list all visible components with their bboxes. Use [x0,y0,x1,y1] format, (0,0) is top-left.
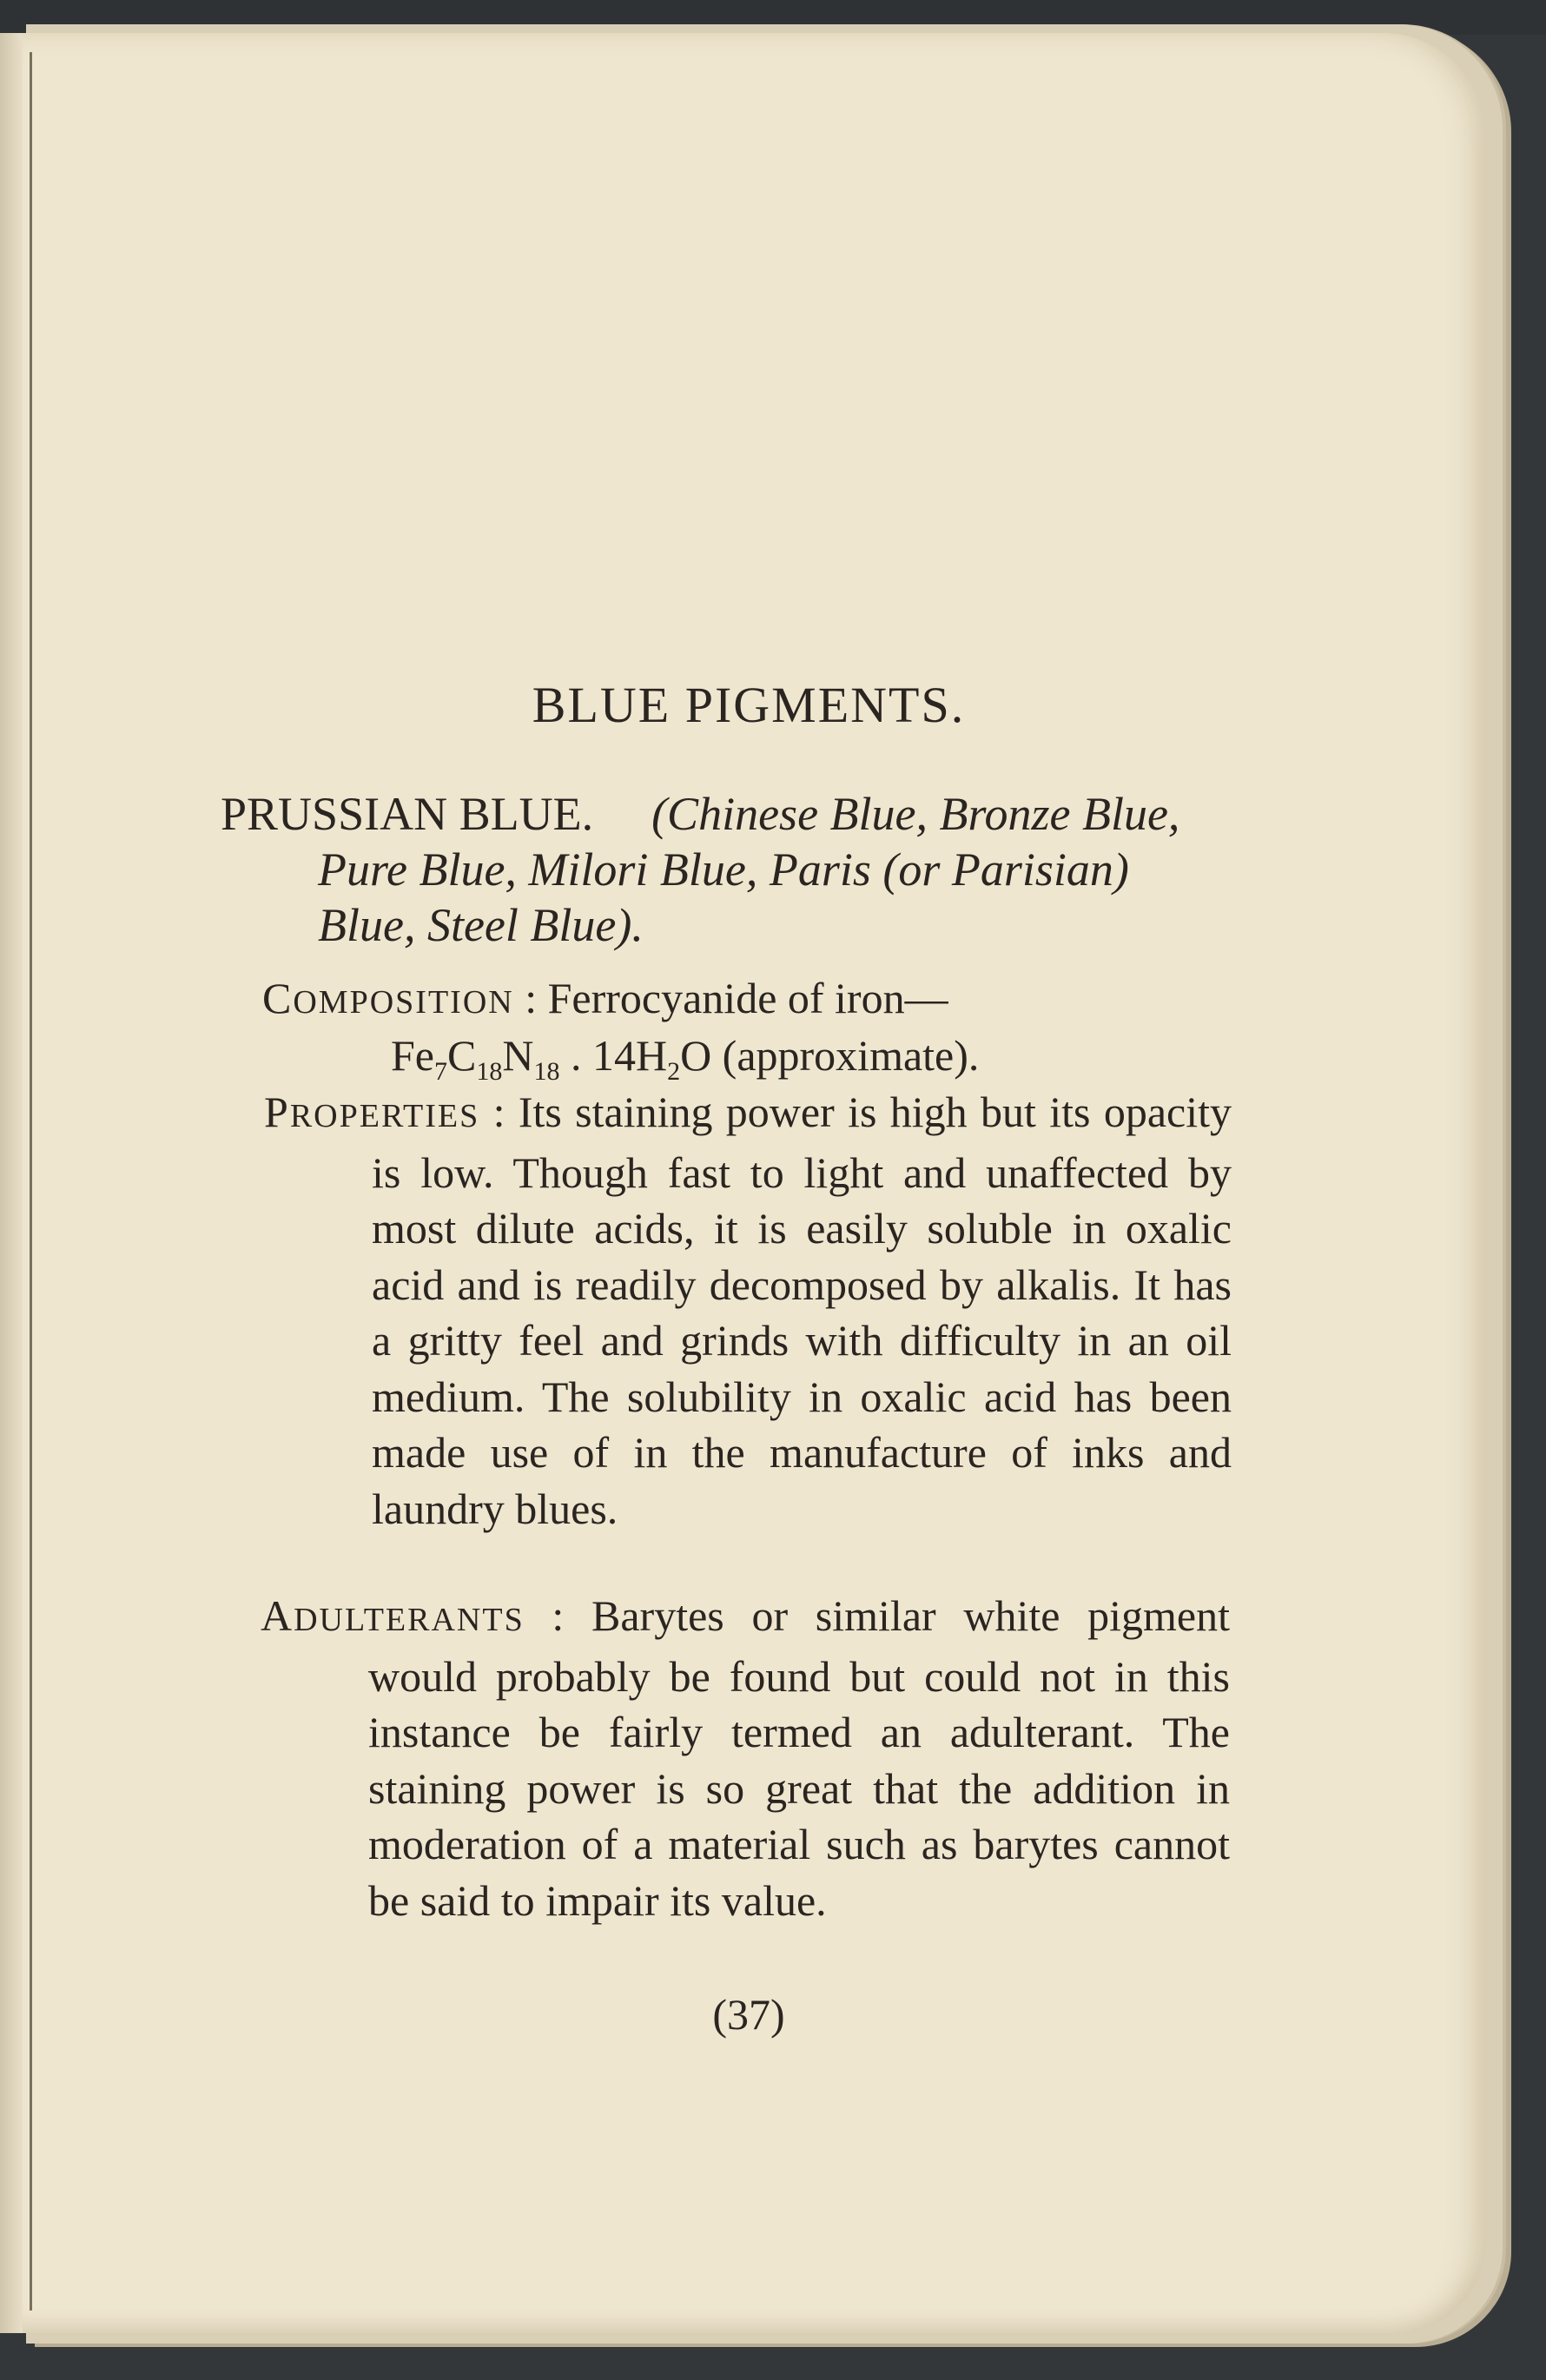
gutter-line [30,52,32,2311]
entry-aliases-line1: (Chinese Blue, Bronze Blue, [651,788,1180,840]
adulterants-label-rest: DULTERANTS [294,1602,525,1638]
formula-sub-2: 2 [667,1057,681,1086]
properties-label-rest: ROPERTIES [289,1098,480,1134]
composition-label-rest: OMPOSITION [293,984,514,1021]
formula-sub-18b: 18 [533,1057,560,1086]
entry-title-line [221,787,1179,841]
formula-sub-7: 7 [434,1057,447,1086]
properties-separator: : [479,1088,519,1136]
properties-text: Its staining power is high but its opacity is low. Though fast to light and unaffected by most dilute acids, it is easily soluble in oxalic acid and is readily decomposed by alkalis. It has a gritty feel and grinds with difficulty in an oil medium. The solubility in oxalic acid has been made use of in the manufacture of inks and laundry blues. [372,1088,1232,1533]
formula-water: . 14H [559,1031,668,1080]
adulterants-separator: : [524,1591,592,1640]
composition-formula [391,1030,979,1087]
composition-label-initial: C [262,974,294,1022]
adulterants-text: Barytes or similar white pigment would probably be found but could not in this instance be fairly termed an adulterant. The staining power is so great that the addition in moderation of a material such as barytes cannot be said to impair its value. [368,1591,1230,1925]
composition-separator: : [513,974,548,1022]
formula-fe: Fe [391,1031,434,1080]
entry-name: PRUSSIAN BLUE. [221,788,594,840]
formula-sub-18a: 18 [476,1057,503,1086]
page-number: (37) [712,1990,785,2039]
adulterants-paragraph [261,1588,1230,1928]
book-page [12,33,1485,2333]
properties-paragraph [264,1084,1232,1537]
properties-label-initial: P [264,1088,290,1136]
formula-end: O (approximate). [680,1031,980,1080]
entry-aliases-line3: Blue, Steel Blue). [318,899,644,951]
entry-aliases-line2: Pure Blue, Milori Blue, Paris (or Parisian) [318,843,1129,896]
composition-text: Ferrocyanide of iron— [547,974,948,1022]
page-gutter [0,33,23,2333]
formula-c: C [447,1031,477,1080]
adulterants-label-initial: A [261,1591,294,1640]
composition-line [262,973,948,1023]
formula-n: N [502,1031,534,1080]
section-heading: BLUE PIGMENTS. [532,677,966,733]
